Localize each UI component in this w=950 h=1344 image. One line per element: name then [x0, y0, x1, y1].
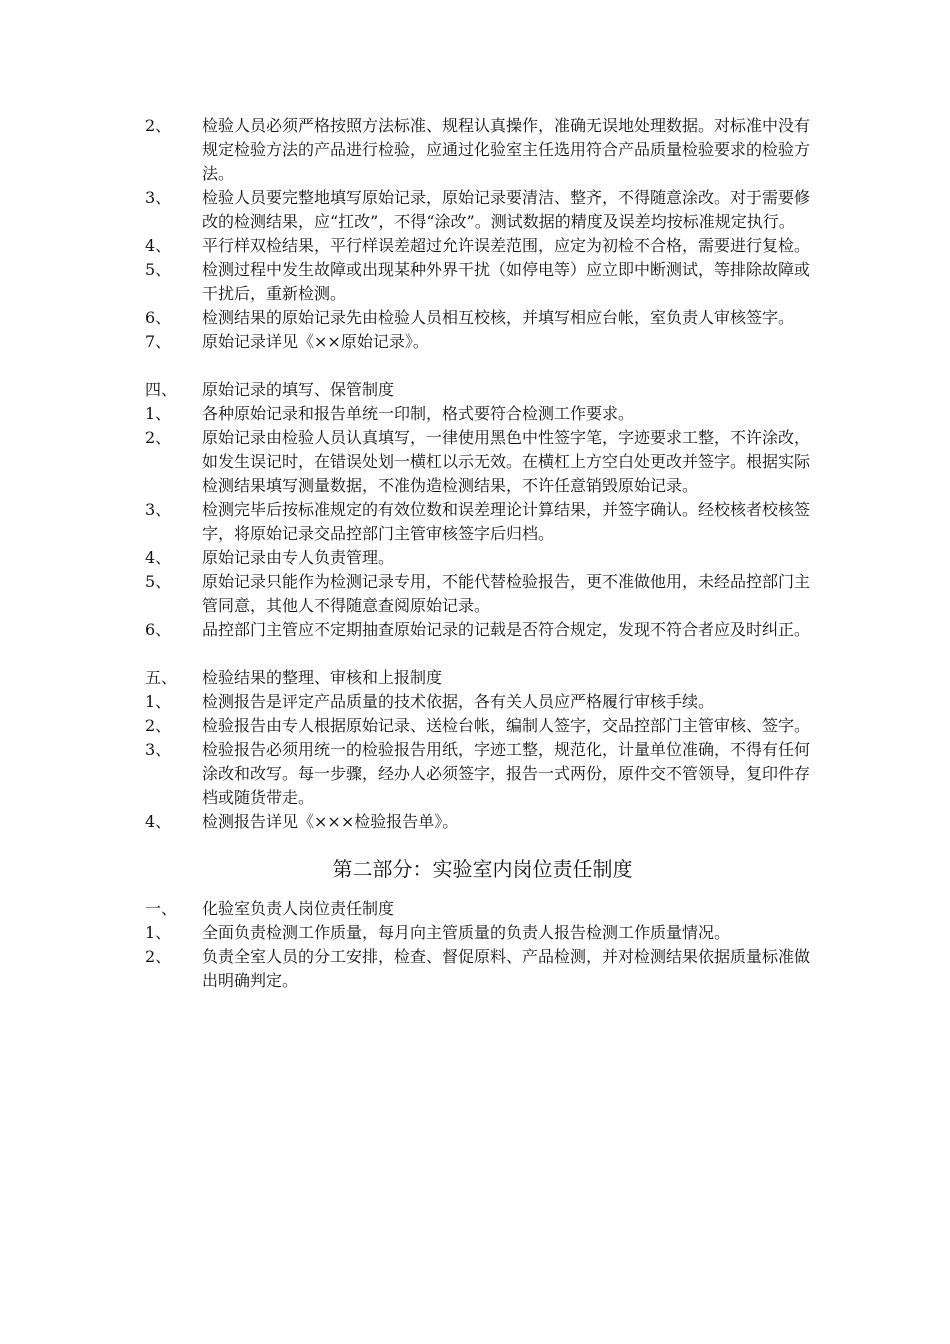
part-title: 第二部分：实验室内岗位责任制度 — [332, 857, 633, 881]
item-text: 检测过程中发生故障或出现某种外界干扰（如停电等）应立即中断测试，等排除故障或干扰后，重新检测。 — [202, 260, 811, 303]
item-text: 原始记录只能作为检测记录专用，不能代替检验报告，更不准做他用，未经品控部门主管同意，其他人不得随意查阅原始记录。 — [202, 572, 811, 615]
section-heading — [145, 378, 810, 402]
list-item — [145, 921, 810, 945]
item-number: 1、 — [145, 404, 172, 423]
item-text: 检验报告由专人根据原始记录、送检台帐，编制人签字，交品控部门主管审核、签字。 — [202, 716, 811, 735]
list-item — [145, 498, 810, 546]
item-number: 7、 — [145, 332, 172, 351]
section-number: 五、 — [145, 668, 178, 687]
list-item — [145, 945, 810, 993]
list-item — [145, 618, 810, 642]
list-item — [145, 258, 810, 306]
item-number: 1、 — [145, 923, 172, 942]
item-text: 检测报告详见《×××检验报告单》。 — [202, 812, 459, 831]
item-text: 平行样双检结果，平行样误差超过允许误差范围，应定为初检不合格，需要进行复检。 — [202, 236, 811, 255]
list-item — [145, 810, 810, 834]
list-item — [145, 234, 810, 258]
list-item — [145, 186, 810, 234]
item-text: 检测完毕后按标准规定的有效位数和误差理论计算结果，并签字确认。经校核者校核签字，将原始记录交品控部门主管审核签字后归档。 — [202, 500, 811, 543]
item-text: 原始记录由专人负责管理。 — [202, 548, 395, 567]
section-heading — [145, 897, 810, 921]
item-number: 4、 — [145, 236, 172, 255]
list-item — [145, 426, 810, 498]
item-text: 各种原始记录和报告单统一印制，格式要符合检测工作要求。 — [202, 404, 635, 423]
section-title: 原始记录的填写、保管制度 — [202, 380, 395, 399]
section-title: 化验室负责人岗位责任制度 — [202, 899, 395, 918]
item-text: 检验人员必须严格按照方法标准、规程认真操作，准确无误地处理数据。对标准中没有规定检验方法的产品进行检验，应通过化验室主任选用符合产品质量检验要求的检验方法。 — [202, 116, 811, 183]
item-text: 全面负责检测工作质量，每月向主管质量的负责人报告检测工作质量情况。 — [202, 923, 731, 942]
item-text: 品控部门主管应不定期抽查原始记录的记载是否符合规定，发现不符合者应及时纠正。 — [202, 620, 811, 639]
section-number: 一、 — [145, 899, 178, 918]
item-text: 原始记录详见《××原始记录》。 — [202, 332, 429, 351]
item-number: 3、 — [145, 188, 172, 207]
item-text: 检测报告是评定产品质量的技术依据，各有关人员应严格履行审核手续。 — [202, 692, 715, 711]
item-number: 2、 — [145, 947, 172, 966]
item-text: 负责全室人员的分工安排，检查、督促原料、产品检测，并对检测结果依据质量标准做出明确判定。 — [202, 947, 811, 990]
item-number: 4、 — [145, 548, 172, 567]
item-number: 2、 — [145, 116, 172, 135]
list-item — [145, 714, 810, 738]
item-number: 5、 — [145, 572, 172, 591]
item-number: 3、 — [145, 500, 172, 519]
document-body — [145, 114, 810, 993]
list-item — [145, 546, 810, 570]
item-number: 2、 — [145, 716, 172, 735]
list-item — [145, 330, 810, 354]
item-number: 5、 — [145, 260, 172, 279]
item-number: 4、 — [145, 812, 172, 831]
section-number: 四、 — [145, 380, 178, 399]
item-text: 检测结果的原始记录先由检验人员相互校核，并填写相应台帐，室负责人审核签字。 — [202, 308, 795, 327]
section-title: 检验结果的整理、审核和上报制度 — [202, 668, 443, 687]
list-item — [145, 114, 810, 186]
item-number: 6、 — [145, 620, 172, 639]
list-item — [145, 306, 810, 330]
item-number: 1、 — [145, 692, 172, 711]
list-item — [145, 738, 810, 810]
item-number: 3、 — [145, 740, 172, 759]
item-text: 检验人员要完整地填写原始记录，原始记录要清洁、整齐，不得随意涂改。对于需要修改的检测结果，应“扛改”，不得“涂改”。测试数据的精度及误差均按标准规定执行。 — [202, 188, 811, 231]
list-item — [145, 570, 810, 618]
item-text: 检验报告必须用统一的检验报告用纸，字迹工整，规范化，计量单位准确，不得有任何涂改和改写。每一步骤，经办人必须签字，报告一式两份，原件交不管领导，复印件存档或随货带走。 — [202, 740, 811, 807]
section-heading — [145, 666, 810, 690]
item-number: 2、 — [145, 428, 172, 447]
item-number: 6、 — [145, 308, 172, 327]
item-text: 原始记录由检验人员认真填写，一律使用黑色中性签字笔，字迹要求工整，不许涂改，如发生误记时，在错误处划一横杠以示无效。在横杠上方空白处更改并签字。根据实际检测结果填写测量数据，不准伪造检测结果，不许任意销毁原始记录。 — [202, 428, 811, 495]
list-item — [145, 690, 810, 714]
list-item — [145, 402, 810, 426]
